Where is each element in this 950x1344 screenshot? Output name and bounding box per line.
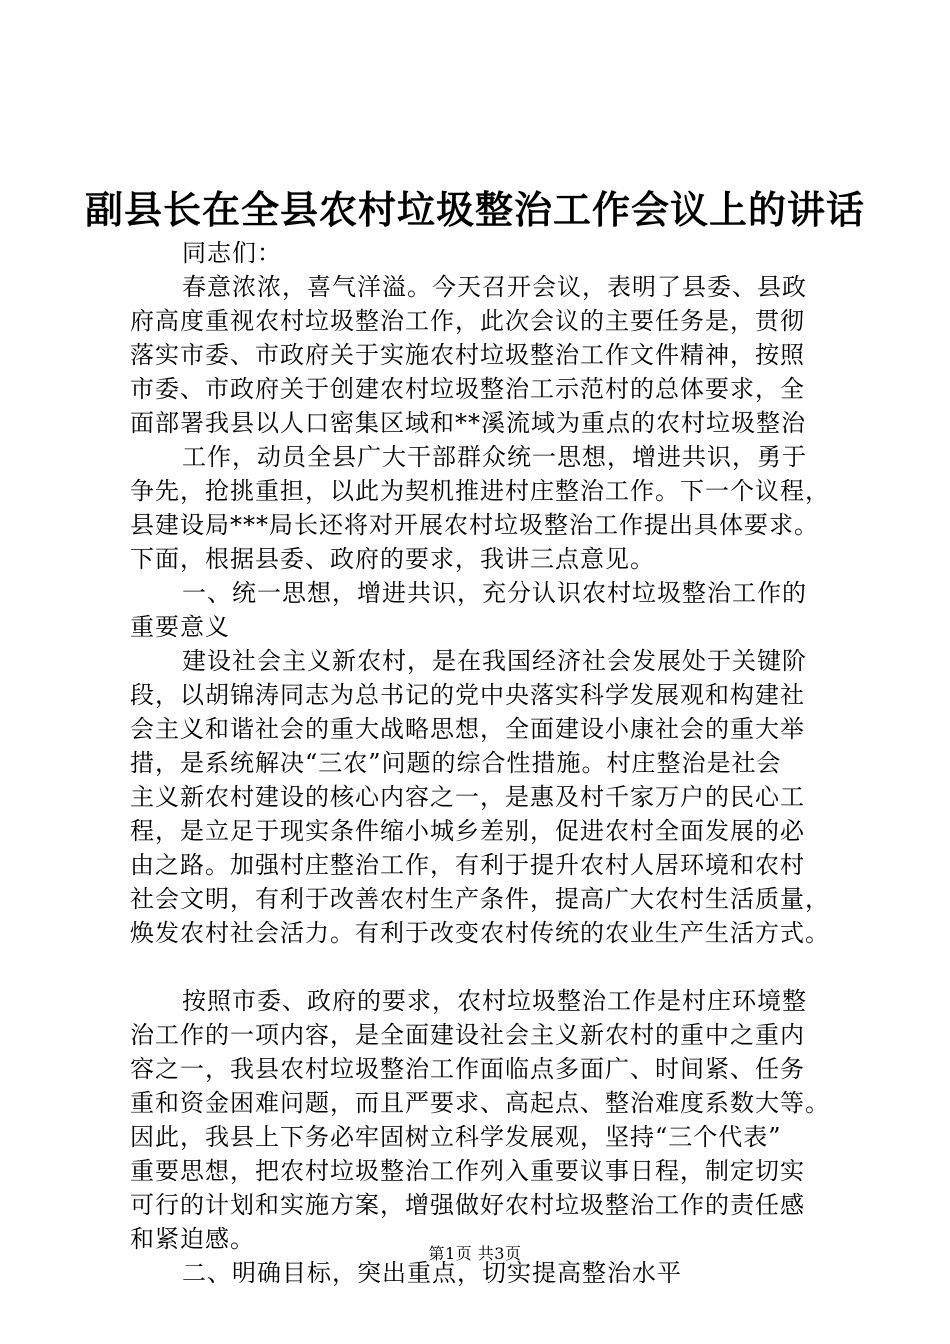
page-footer: 第1页 共3页: [428, 1244, 522, 1263]
body-line: 社会文明，有利于改善农村生产条件，提高广大农村生活质量，: [130, 885, 830, 913]
body-line: 段，以胡锦涛同志为总书记的党中央落实科学发展观和构建社: [130, 681, 805, 709]
body-line: 重要思想，把农村垃圾整治工作列入重要议事日程，制定切实: [130, 1157, 805, 1185]
body-line: 重和资金困难问题，而且严要求、高起点、整治难度系数大等。: [130, 1089, 830, 1117]
body-line: 面部署我县以人口密集区域和**溪流域为重点的农村垃圾整治: [130, 409, 806, 437]
blank-line: [130, 950, 852, 984]
document-body: [130, 236, 852, 1290]
body-line: 工作，动员全县广大干部群众统一思想，增进共识，勇于: [182, 443, 807, 471]
body-line: 重要意义: [130, 613, 230, 641]
document-title: 副县长在全县农村垃圾整治工作会议上的讲话: [84, 187, 865, 232]
body-line: 争先，抢挑重担，以此为契机推进村庄整治工作。下一个议程，: [130, 477, 830, 505]
body-line: 会主义和谐社会的重大战略思想，全面建设小康社会的重大举: [130, 715, 805, 743]
body-line: 和紧迫感。: [130, 1225, 255, 1253]
body-line: 按照市委、政府的要求，农村垃圾整治工作是村庄环境整: [182, 987, 807, 1015]
body-line: 建设社会主义新农村，是在我国经济社会发展处于关键阶: [182, 647, 807, 675]
body-line: 因此，我县上下务必牢固树立科学发展观，坚持“三个代表”: [130, 1123, 782, 1151]
body-line: 措，是系统解决“三农”问题的综合性措施。村庄整治是社会: [130, 749, 782, 777]
body-line: 二、明确目标，突出重点，切实提高整治水平: [182, 1259, 682, 1287]
body-line: 落实市委、市政府关于实施农村垃圾整治工作文件精神，按照: [130, 341, 805, 369]
body-line: 可行的计划和实施方案，增强做好农村垃圾整治工作的责任感: [130, 1191, 805, 1219]
body-line: 春意浓浓，喜气洋溢。今天召开会议，表明了县委、县政: [182, 273, 807, 301]
body-line: 由之路。加强村庄整治工作，有利于提升农村人居环境和农村: [130, 851, 805, 879]
body-line: 下面，根据县委、政府的要求，我讲三点意见。: [130, 545, 655, 573]
body-line: 程，是立足于现实条件缩小城乡差别，促进农村全面发展的必: [130, 817, 805, 845]
body-line: 县建设局***局长还将对开展农村垃圾整治工作提出具体要求。: [130, 511, 819, 539]
body-line: 市委、市政府关于创建农村垃圾整治工示范村的总体要求，全: [130, 375, 805, 403]
body-line: 容之一，我县农村垃圾整治工作面临点多面广、时间紧、任务: [130, 1055, 805, 1083]
body-line: 主义新农村建设的核心内容之一，是惠及村千家万户的民心工: [130, 783, 805, 811]
body-line: 治工作的一项内容，是全面建设社会主义新农村的重中之重内: [130, 1021, 805, 1049]
body-line: 焕发农村社会活力。有利于改变农村传统的农业生产生活方式。: [130, 919, 830, 947]
body-line: 府高度重视农村垃圾整治工作，此次会议的主要任务是，贯彻: [130, 307, 805, 335]
body-line: 同志们：: [182, 239, 282, 267]
body-line: 一、统一思想，增进共识，充分认识农村垃圾整治工作的: [182, 579, 807, 607]
